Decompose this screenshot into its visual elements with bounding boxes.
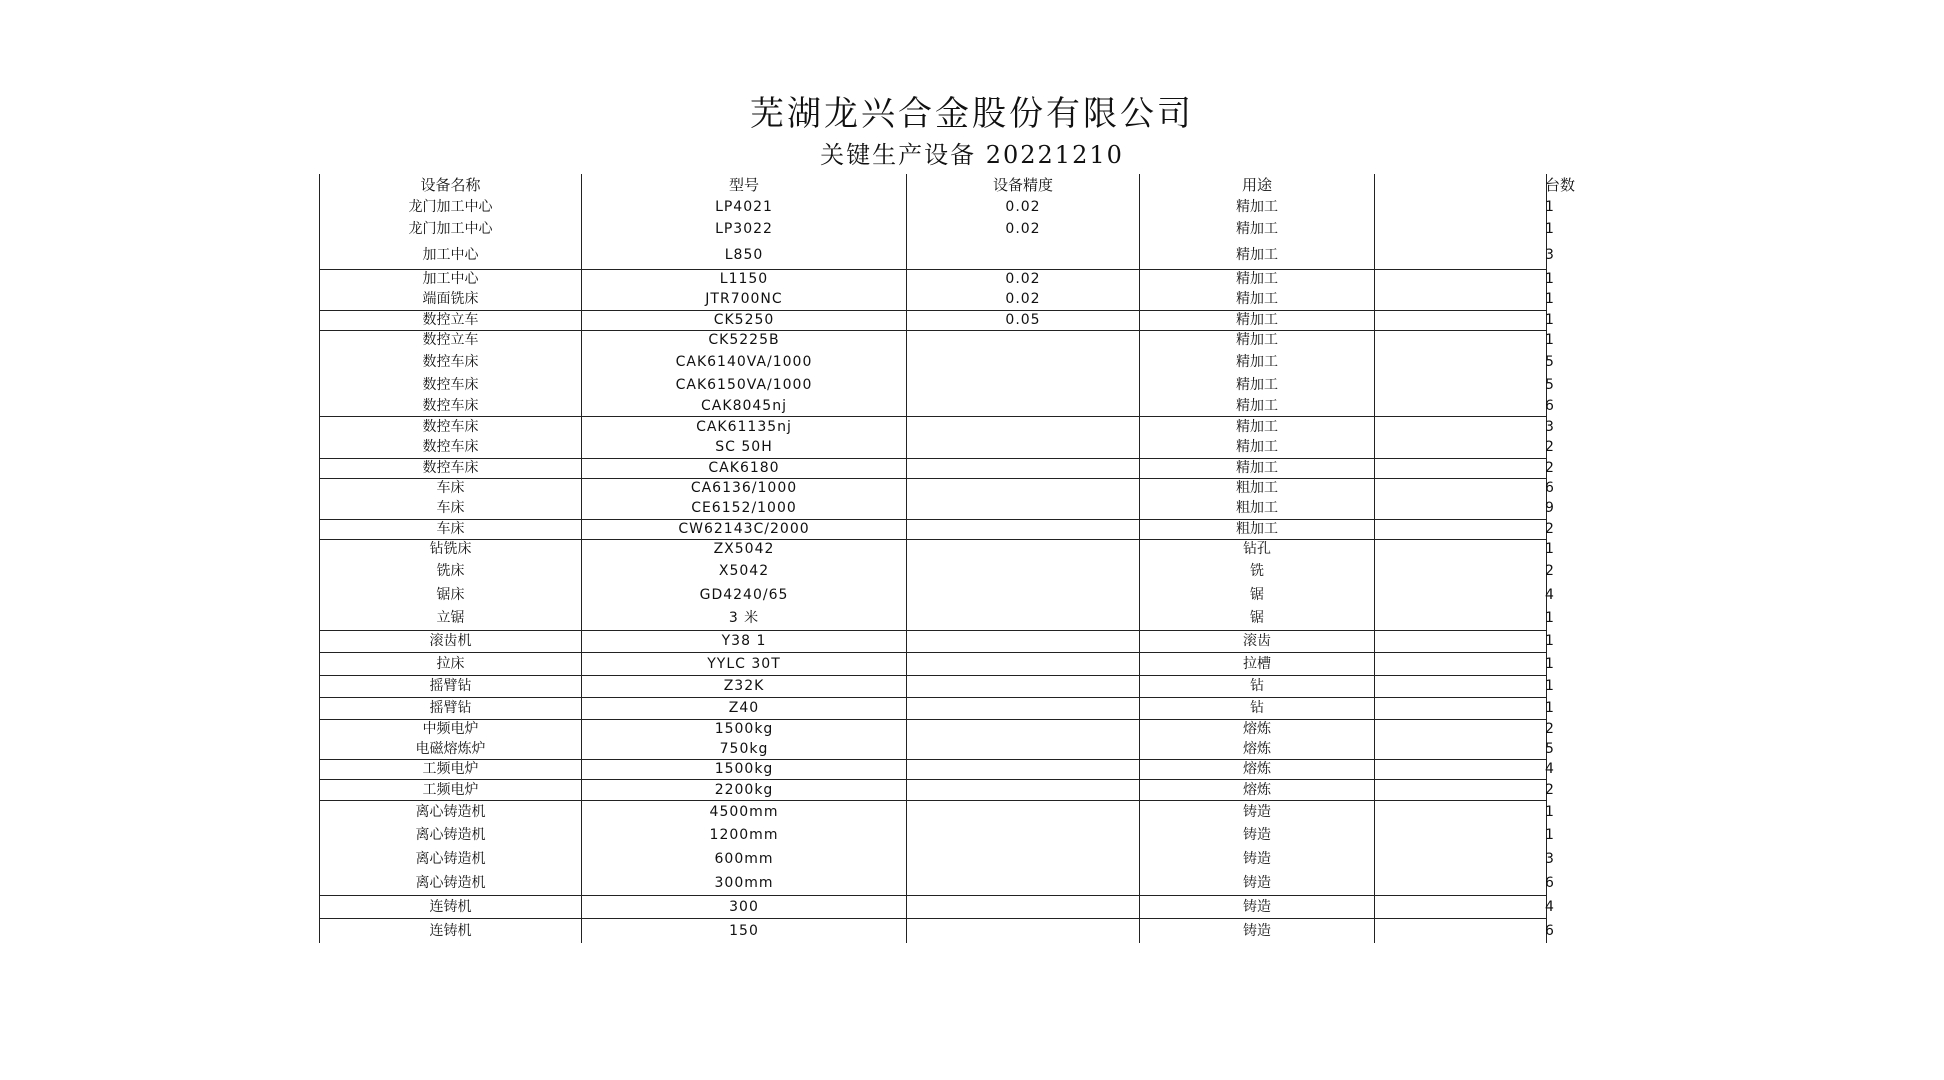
cell-quantity: 1 [1375,310,1547,330]
cell-use: 铸造 [1140,800,1375,823]
cell-model: 1500kg [582,719,907,739]
cell-equipment-name: 铣床 [320,559,582,583]
cell-use: 精加工 [1140,310,1375,330]
cell-model: 4500mm [582,800,907,823]
cell-use: 铸造 [1140,895,1375,918]
cell-model: L850 [582,241,907,269]
table-row [320,217,1547,241]
cell-precision [907,607,1140,630]
cell-precision [907,675,1140,697]
cell-use: 精加工 [1140,196,1375,217]
table-row [320,196,1547,217]
cell-equipment-name: 离心铸造机 [320,800,582,823]
cell-quantity: 2 [1375,458,1547,478]
cell-equipment-name: 电磁熔炼炉 [320,739,582,759]
cell-precision [907,871,1140,895]
cell-precision [907,630,1140,652]
cell-quantity: 5 [1375,374,1547,396]
cell-precision: 0.05 [907,310,1140,330]
cell-equipment-name: 车床 [320,498,582,519]
cell-equipment-name: 数控立车 [320,330,582,350]
cell-model: 300 [582,895,907,918]
table-row [320,823,1547,847]
header-model: 型号 [582,174,907,196]
cell-quantity: 1 [1375,289,1547,310]
cell-model: JTR700NC [582,289,907,310]
cell-use: 精加工 [1140,269,1375,289]
table-row [320,330,1547,350]
cell-model: ZX5042 [582,539,907,559]
table-row [320,241,1547,269]
cell-equipment-name: 数控车床 [320,396,582,416]
cell-quantity: 1 [1375,697,1547,719]
cell-use: 精加工 [1140,437,1375,458]
cell-use: 粗加工 [1140,478,1375,498]
cell-quantity: 9 [1375,498,1547,519]
cell-precision [907,895,1140,918]
cell-precision [907,350,1140,374]
cell-model: CAK6140VA/1000 [582,350,907,374]
cell-use: 精加工 [1140,458,1375,478]
table-row [320,498,1547,519]
cell-equipment-name: 龙门加工中心 [320,196,582,217]
cell-quantity: 3 [1375,416,1547,437]
cell-equipment-name: 工频电炉 [320,759,582,779]
cell-model: LP4021 [582,196,907,217]
table-row [320,416,1547,437]
cell-equipment-name: 锯床 [320,583,582,607]
cell-model: CE6152/1000 [582,498,907,519]
cell-equipment-name: 钻铣床 [320,539,582,559]
cell-equipment-name: 龙门加工中心 [320,217,582,241]
cell-quantity: 1 [1375,630,1547,652]
cell-equipment-name: 车床 [320,519,582,539]
cell-use: 熔炼 [1140,719,1375,739]
cell-precision [907,823,1140,847]
table-row [320,396,1547,416]
cell-quantity: 1 [1375,269,1547,289]
cell-use: 拉槽 [1140,652,1375,675]
table-row [320,559,1547,583]
cell-equipment-name: 中频电炉 [320,719,582,739]
cell-model: L1150 [582,269,907,289]
cell-use: 精加工 [1140,350,1375,374]
cell-precision [907,759,1140,779]
cell-quantity: 4 [1375,583,1547,607]
table-row [320,269,1547,289]
cell-precision [907,697,1140,719]
cell-model: CAK6180 [582,458,907,478]
cell-use: 精加工 [1140,217,1375,241]
cell-equipment-name: 加工中心 [320,269,582,289]
cell-quantity: 5 [1375,739,1547,759]
cell-quantity: 4 [1375,895,1547,918]
table-row [320,895,1547,918]
cell-equipment-name: 离心铸造机 [320,847,582,871]
table-row [320,652,1547,675]
table-row [320,437,1547,458]
cell-precision [907,847,1140,871]
cell-model: YYLC 30T [582,652,907,675]
cell-quantity: 1 [1375,823,1547,847]
cell-precision: 0.02 [907,196,1140,217]
table-row [320,350,1547,374]
cell-quantity: 2 [1375,437,1547,458]
table-row [320,779,1547,800]
cell-equipment-name: 滚齿机 [320,630,582,652]
cell-model: CAK8045nj [582,396,907,416]
header-equipment-name: 设备名称 [320,174,582,196]
cell-model: 1500kg [582,759,907,779]
cell-precision [907,519,1140,539]
cell-precision [907,330,1140,350]
cell-quantity: 1 [1375,652,1547,675]
cell-quantity: 1 [1375,800,1547,823]
cell-model: 300mm [582,871,907,895]
table-row [320,374,1547,396]
cell-equipment-name: 数控车床 [320,458,582,478]
cell-quantity: 2 [1375,779,1547,800]
equipment-table-container [319,174,1576,943]
table-row [320,759,1547,779]
cell-use: 精加工 [1140,330,1375,350]
cell-model: 3 米 [582,607,907,630]
cell-precision [907,583,1140,607]
cell-use: 铸造 [1140,918,1375,943]
cell-quantity: 2 [1375,719,1547,739]
cell-model: CK5250 [582,310,907,330]
document-title: 芜湖龙兴合金股份有限公司 [750,94,1194,134]
cell-precision [907,416,1140,437]
cell-use: 钻孔 [1140,539,1375,559]
cell-model: X5042 [582,559,907,583]
cell-equipment-name: 摇臂钻 [320,675,582,697]
table-header-row [320,174,1547,196]
cell-use: 精加工 [1140,241,1375,269]
cell-equipment-name: 加工中心 [320,241,582,269]
cell-precision [907,559,1140,583]
cell-equipment-name: 车床 [320,478,582,498]
cell-precision [907,241,1140,269]
cell-use: 粗加工 [1140,498,1375,519]
cell-use: 锯 [1140,607,1375,630]
cell-quantity: 4 [1375,759,1547,779]
cell-quantity: 3 [1375,241,1547,269]
cell-quantity: 1 [1375,217,1547,241]
cell-model: 1200mm [582,823,907,847]
table-row [320,539,1547,559]
cell-model: CK5225B [582,330,907,350]
cell-quantity: 1 [1375,330,1547,350]
cell-quantity: 2 [1375,519,1547,539]
cell-quantity: 1 [1375,675,1547,697]
cell-quantity: 2 [1375,559,1547,583]
cell-precision: 0.02 [907,289,1140,310]
cell-equipment-name: 离心铸造机 [320,871,582,895]
table-row [320,289,1547,310]
cell-precision [907,779,1140,800]
cell-equipment-name: 数控车床 [320,416,582,437]
cell-equipment-name: 数控车床 [320,350,582,374]
cell-quantity: 5 [1375,350,1547,374]
cell-equipment-name: 数控车床 [320,374,582,396]
cell-precision [907,652,1140,675]
table-body [320,196,1554,943]
cell-model: SC 50H [582,437,907,458]
cell-quantity: 1 [1375,539,1547,559]
cell-use: 铸造 [1140,871,1375,895]
cell-use: 熔炼 [1140,739,1375,759]
cell-precision [907,918,1140,943]
cell-quantity: 6 [1375,918,1547,943]
cell-use: 铸造 [1140,823,1375,847]
cell-model: LP3022 [582,217,907,241]
cell-model: 150 [582,918,907,943]
cell-use: 精加工 [1140,396,1375,416]
cell-precision [907,374,1140,396]
cell-quantity: 6 [1375,478,1547,498]
cell-model: CAK6150VA/1000 [582,374,907,396]
table-row [320,719,1547,739]
cell-equipment-name: 立锯 [320,607,582,630]
header-use: 用途 [1140,174,1375,196]
cell-model: CAK61135nj [582,416,907,437]
cell-model: 750kg [582,739,907,759]
cell-precision [907,437,1140,458]
cell-quantity: 3 [1375,847,1547,871]
cell-model: Z32K [582,675,907,697]
cell-precision [907,396,1140,416]
table-row [320,739,1547,759]
cell-equipment-name: 摇臂钻 [320,697,582,719]
cell-precision [907,739,1140,759]
cell-quantity: 1 [1375,607,1547,630]
cell-model: Z40 [582,697,907,719]
table-row [320,630,1547,652]
table-row [320,607,1547,630]
header-quantity: 台数 [1375,174,1547,196]
table-row [320,800,1547,823]
cell-use: 钻 [1140,675,1375,697]
cell-use: 熔炼 [1140,759,1375,779]
cell-model: 2200kg [582,779,907,800]
cell-equipment-name: 连铸机 [320,918,582,943]
cell-precision [907,478,1140,498]
cell-precision [907,800,1140,823]
cell-precision [907,719,1140,739]
cell-equipment-name: 端面铣床 [320,289,582,310]
cell-equipment-name: 离心铸造机 [320,823,582,847]
table-row [320,583,1547,607]
table-row [320,519,1547,539]
cell-quantity: 6 [1375,396,1547,416]
table-row [320,697,1547,719]
cell-precision [907,539,1140,559]
cell-equipment-name: 数控立车 [320,310,582,330]
cell-equipment-name: 数控车床 [320,437,582,458]
cell-use: 铣 [1140,559,1375,583]
cell-precision [907,458,1140,478]
cell-precision: 0.02 [907,217,1140,241]
cell-equipment-name: 拉床 [320,652,582,675]
cell-model: CW62143C/2000 [582,519,907,539]
cell-model: 600mm [582,847,907,871]
header-precision: 设备精度 [907,174,1140,196]
table-row [320,458,1547,478]
cell-equipment-name: 连铸机 [320,895,582,918]
cell-precision: 0.02 [907,269,1140,289]
cell-model: Y38 1 [582,630,907,652]
cell-use: 粗加工 [1140,519,1375,539]
cell-quantity: 6 [1375,871,1547,895]
cell-model: CA6136/1000 [582,478,907,498]
cell-use: 精加工 [1140,374,1375,396]
table-row [320,918,1547,943]
cell-quantity: 1 [1375,196,1547,217]
table-row [320,310,1547,330]
cell-use: 熔炼 [1140,779,1375,800]
table-row [320,871,1547,895]
cell-use: 精加工 [1140,416,1375,437]
cell-use: 滚齿 [1140,630,1375,652]
cell-model: GD4240/65 [582,583,907,607]
cell-use: 钻 [1140,697,1375,719]
cell-equipment-name: 工频电炉 [320,779,582,800]
table-row [320,675,1547,697]
table-row [320,478,1547,498]
equipment-table [319,174,1576,943]
table-row [320,847,1547,871]
cell-use: 锯 [1140,583,1375,607]
cell-precision [907,498,1140,519]
document-subtitle: 关键生产设备 20221210 [820,141,1124,169]
cell-use: 精加工 [1140,289,1375,310]
cell-use: 铸造 [1140,847,1375,871]
